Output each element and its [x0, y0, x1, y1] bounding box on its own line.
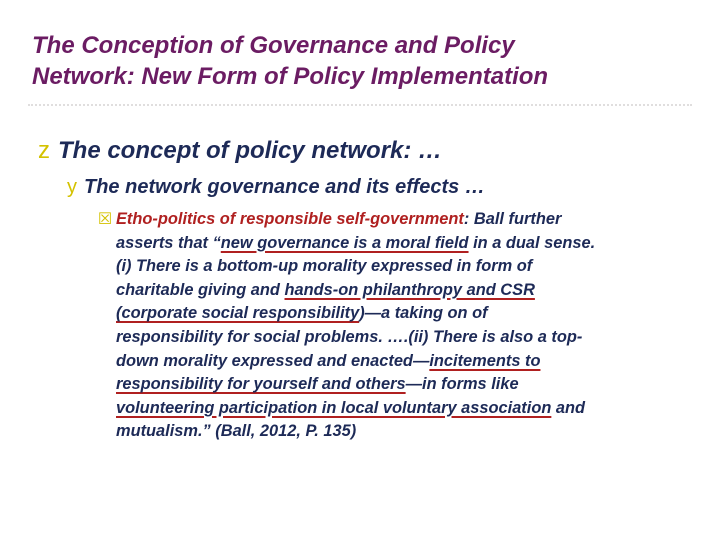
- quote-line: volunteering participation in local voluntary association and: [116, 398, 586, 417]
- quote-paragraph: [116, 208, 595, 444]
- bullet-y-icon: y: [67, 176, 77, 198]
- quote-line: responsibility for yourself and others—in forms like: [116, 375, 519, 394]
- emphasis-term: Etho-politics of responsible self-government: [116, 210, 464, 228]
- bullet-level-1: [30, 136, 442, 166]
- slide-title-line-2: Network: New Form of Policy Implementation: [32, 63, 549, 90]
- quote-line: mutualism.” (Ball, 2012, P. 135): [116, 422, 357, 441]
- underlined-phrase: new governance is a moral field: [220, 233, 469, 252]
- quote-line: Etho-politics of responsible self-government: Ball further: [116, 210, 562, 228]
- quote-line: asserts that “new governance is a moral field in a dual sense.: [116, 233, 596, 252]
- underlined-phrase: hands-on philanthropy and CSR: [284, 280, 535, 299]
- bullet-x-box-icon: ☒: [97, 211, 113, 228]
- quote-line: down morality expressed and enacted—incitements to: [116, 351, 541, 370]
- underlined-phrase: incitements to: [429, 351, 541, 370]
- quote-line: responsibility for social problems. ….(ii) There is also a top-: [116, 327, 583, 346]
- bullet-level-1-text: The concept of policy network: …: [58, 137, 443, 164]
- bullet-level-2-text: The network governance and its effects …: [84, 176, 485, 198]
- underlined-phrase: volunteering participation in local voluntary association: [116, 398, 552, 417]
- quote-line: charitable giving and hands-on philanthropy and CSR: [116, 280, 535, 299]
- bullet-level-3: [94, 208, 716, 444]
- quote-line: (i) There is a bottom-up morality expressed in form of: [116, 257, 533, 276]
- bullet-level-2: [60, 174, 485, 200]
- underlined-phrase: responsibility for yourself and others: [116, 375, 406, 394]
- quote-line: (corporate social responsibility)—a taking on of: [116, 304, 488, 323]
- bullet-z-icon: z: [38, 137, 50, 164]
- title-divider: [28, 104, 692, 106]
- slide-title-line-1: The Conception of Governance and Policy: [32, 32, 515, 59]
- underlined-phrase: (corporate social responsibility: [116, 304, 360, 323]
- slide-title: [32, 30, 692, 92]
